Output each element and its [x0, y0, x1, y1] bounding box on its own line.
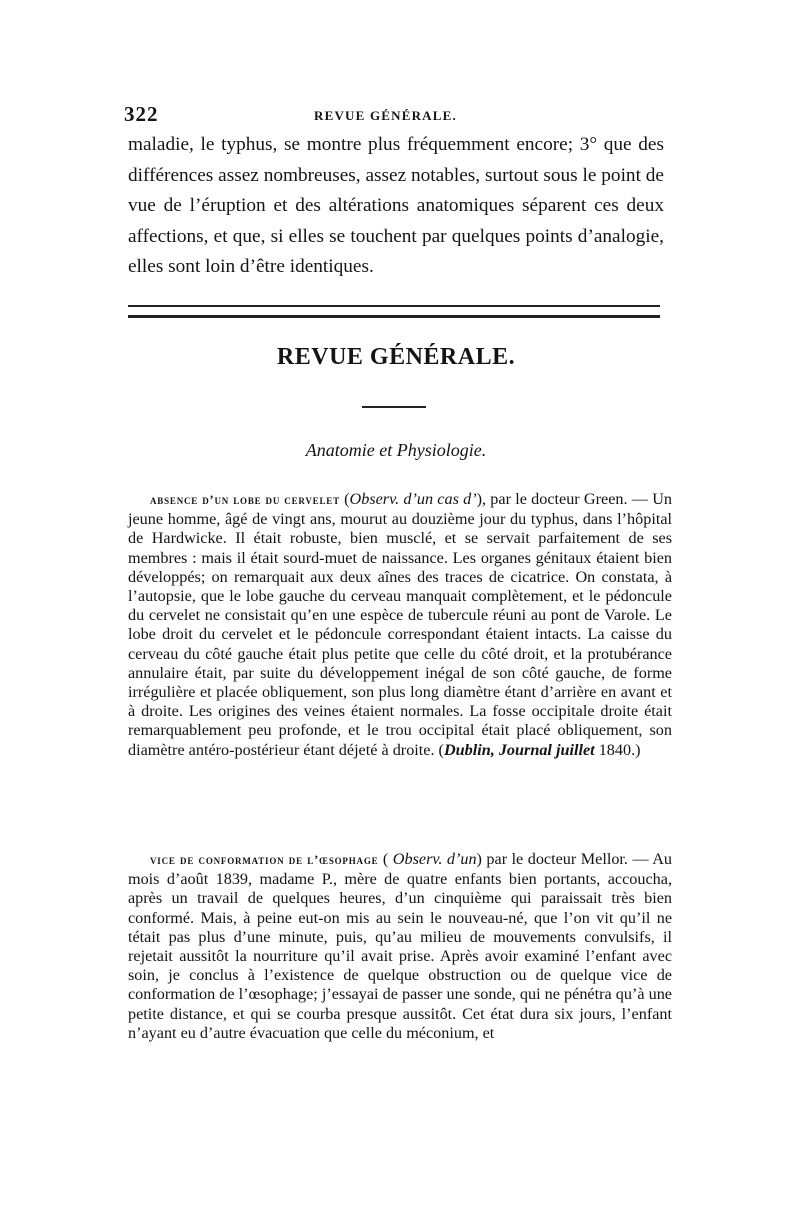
intro-paragraph: [128, 130, 664, 283]
article-source: Dublin, Journal juillet: [443, 740, 595, 759]
article-ref-close: ) par le docteur Mellor.: [476, 850, 628, 868]
page-number: 322: [124, 102, 159, 126]
running-head: REVUE GÉNÉRALE.: [314, 108, 457, 123]
article-text: — Au mois d’août 1839, madame P., mère de quatre enfants bien portants, accoucha, après un travail de quelques heures, d’un cinquième qui paraissait très bien conformé. Mais, à peine eut-on mis au sein le nouveau-né, que l’on vit qu’il ne tétait pas plus d’une minute, puis, qu’au milieu de mouvements convulsifs, il rejetait aussitôt la nourriture qu’il avait prise. Après avoir examiné l’enfant avec soin, je conclus à l’existence de quelque obstruction ou de quelque vice de conformation de l’œsophage; j’essayai de passer une sonde, qui ne pénétra qu’à une petite distance, et qui se courba presque aussitôt. Cet état dura six jours, l’enfant n’ayant eu d’autre évacuation que celle du méconium, et: [128, 850, 672, 1042]
article-ref-italic: Observ. d’un cas d’: [349, 490, 477, 508]
article-ref-open: (: [339, 490, 350, 508]
article-paragraph: [128, 490, 672, 760]
article-vice-oesophage: [128, 850, 672, 1043]
article-absence-lobe: [128, 490, 672, 760]
article-source-tail: 1840.): [594, 740, 641, 759]
short-rule-divider: [362, 406, 426, 408]
intro-text: maladie, le typhus, se montre plus fréquemment encore; 3° que des différences assez nombreuses, assez notables, surtout sous le point de vue de l’éruption et des altérations anatomiques séparent ces deux affections, et que, si elles se touchent par quelques points d’analogie, elles sont loin d’être identiques.: [128, 134, 664, 277]
page-header: [124, 102, 672, 126]
article-paragraph: [128, 850, 672, 1043]
double-rule-divider: [128, 305, 660, 318]
article-heading: vice de conformation de l’œsophage: [150, 853, 379, 867]
section-subtitle: Anatomie et Physiologie.: [305, 440, 487, 460]
article-text: — Un jeune homme, âgé de vingt ans, mourut au douzième jour du typhus, dans l’hôpital de Hardwicke. Il était robuste, bien musclé, et se servait parfaitement de ses membres : mais il était sourd-muet de naissance. Les organes génitaux étaient bien développés; on remarquait aux deux aînes des traces de cicatrice. On constata, à l’autopsie, que le lobe gauche du cerveau manquait complètement, et le pédoncule du cervelet ne consistait qu’en une espèce de tubercule réuni au pont de Varole. Le lobe droit du cervelet et le pédoncule correspondant étaient intacts. La caisse du cerveau du côté gauche était plus petite que celle du côté droit, et la protubérance annulaire était, par suite du développement inégal de son côté gauche, de forme irrégulière et placée obliquement, son plus long diamètre étant d’arrière en avant et à droite. Les origines des veines étaient normales. La fosse occipitale droite était remarquablement peu profonde, et le trou occipital était placé obliquement, son diamètre antéro-postérieur étant déjeté à droite. (: [128, 490, 672, 759]
article-ref-open: (: [378, 850, 393, 868]
article-heading: absence d’un lobe du cervelet: [150, 493, 340, 507]
article-ref-close: ), par le docteur Green.: [476, 490, 628, 508]
section-title: REVUE GÉNÉRALE.: [276, 344, 516, 370]
article-ref-italic: Observ. d’un: [392, 850, 477, 868]
